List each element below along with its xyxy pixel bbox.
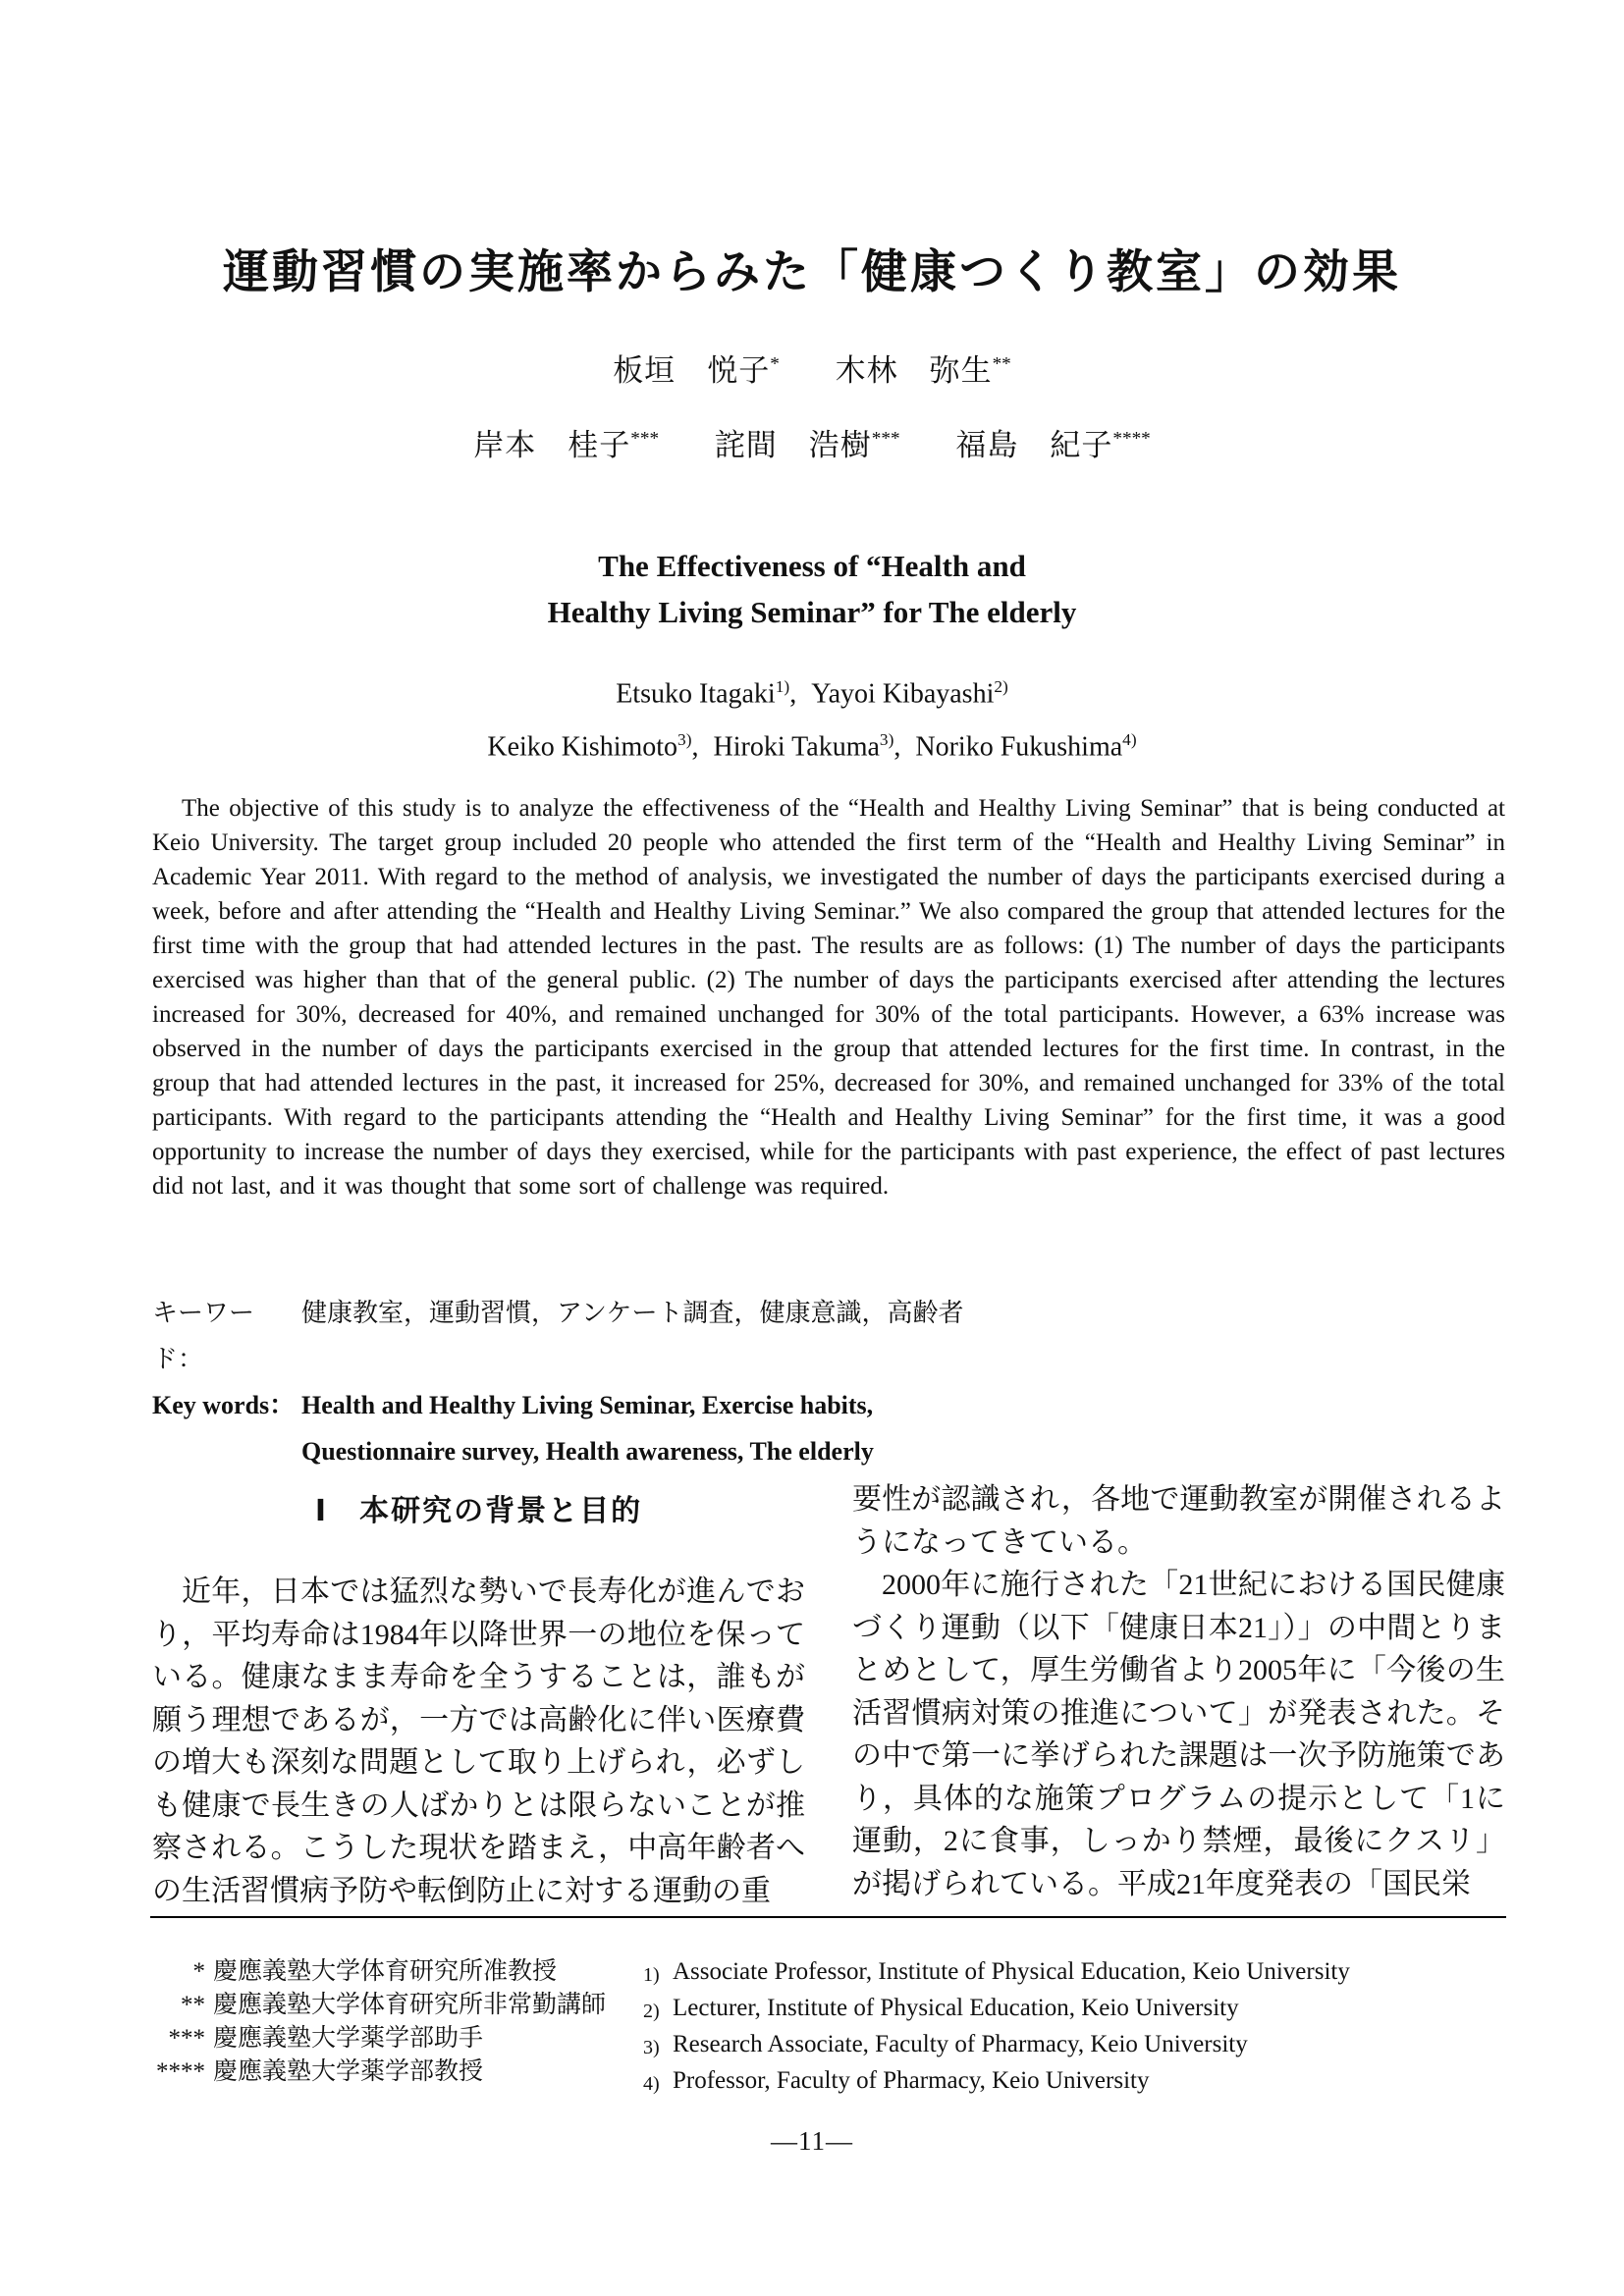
keywords-en-label: Key words： xyxy=(152,1391,296,1419)
keywords-en-row xyxy=(152,1382,1505,1474)
keywords-en-line2: Questionnaire survey, Health awareness, The elderly xyxy=(301,1437,874,1466)
author-note-mark: 1) xyxy=(775,677,790,696)
footnote-text: 慶應義塾大学薬学部教授 xyxy=(213,2058,484,2085)
right-column xyxy=(852,1478,1505,1912)
keywords-en-line1: Health and Healthy Living Seminar, Exercise habits, xyxy=(301,1391,874,1419)
authors-ja-row1 xyxy=(0,346,1624,390)
footnote-mark: **** xyxy=(156,2058,205,2085)
author-ja xyxy=(955,420,1150,464)
author-affiliation-mark: **** xyxy=(1112,428,1151,450)
author-en xyxy=(616,664,796,717)
footnote-mark: * xyxy=(192,1958,205,1985)
footnote-row xyxy=(643,1955,1505,1992)
keywords-block xyxy=(152,1290,1505,1474)
footnote-divider xyxy=(150,1916,1506,1918)
footnote-text: 慶應義塾大学体育研究所非常勤講師 xyxy=(213,1992,607,2018)
author-ja xyxy=(836,346,1011,390)
footnote-mark: ** xyxy=(181,1992,205,2018)
keywords-ja-label: キーワード： xyxy=(152,1299,255,1373)
authors-ja-row2 xyxy=(0,420,1624,464)
authors-en-row2 xyxy=(0,717,1624,770)
title-en-line1: The Effectiveness of “Health and xyxy=(598,549,1026,583)
footnote-mark: *** xyxy=(168,2025,205,2052)
author-affiliation-mark: ** xyxy=(992,353,1011,375)
author-name: Hiroki Takuma xyxy=(713,731,880,763)
author-en xyxy=(714,717,901,770)
authors-english xyxy=(0,664,1624,771)
author-note-mark: 3) xyxy=(879,730,894,750)
footnote-row xyxy=(152,1989,643,2022)
footnote-row xyxy=(643,1992,1505,2028)
footnotes-block xyxy=(152,1955,1505,2101)
author-affiliation-mark: *** xyxy=(871,428,900,450)
author-separator: , xyxy=(789,678,797,710)
author-ja xyxy=(473,420,659,464)
footnote-text: 慶應義塾大学薬学部助手 xyxy=(213,2025,484,2052)
body-paragraph: 近年，日本では猛烈な勢いで長寿化が進んでおり，平均寿命は1984年以降世界一の地位を保っている。健康なまま寿命を全うすることは，誰もが願う理想であるが，一方では高齢化に伴い医療費の増大も深刻な問題として取り上げられ，必ずしも健康で長生きの人ばかりとは限らないことが推察される。こうした現状を踏まえ，中高年齢者への生活習慣病予防や転倒防止に対する運動の重 xyxy=(152,1575,805,1907)
keywords-ja-text: 健康教室，運動習慣，アンケート調査，健康意識，高齢者 xyxy=(301,1299,964,1327)
author-en xyxy=(487,717,698,770)
author-name: Yayoi Kibayashi xyxy=(811,678,995,710)
author-separator: , xyxy=(691,731,699,763)
page-number: —11— xyxy=(771,2126,853,2156)
body-columns xyxy=(152,1478,1505,1912)
title-en-line2: Healthy Living Seminar” for The elderly xyxy=(547,595,1077,629)
author-ja xyxy=(715,420,900,464)
author-note-mark: 3) xyxy=(677,730,692,750)
author-en xyxy=(811,664,1008,717)
footnotes-japanese xyxy=(152,1955,643,2101)
footnotes-english xyxy=(643,1955,1505,2101)
page-title-english xyxy=(0,543,1624,635)
footnote-mark: 3) xyxy=(643,2037,660,2058)
author-name: 木林 弥生 xyxy=(835,353,993,388)
author-affiliation-mark: *** xyxy=(630,428,660,450)
author-note-mark: 4) xyxy=(1122,730,1137,750)
body-paragraph: 2000年に施行された「21世紀における国民健康づくり運動（以下「健康日本21」）」の中間とりまとめとして，厚生労働省より2005年に「今後の生活習慣病対策の推進について」が発表された。その中で第一に挙げられた課題は一次予防施策であり，具体的な施策プログラムの提示として「1に運動，2に食事，しっかり禁煙，最後にクスリ」が掲げられている。平成21年度発表の「国民栄 xyxy=(852,1569,1505,1900)
author-name: Noriko Fukushima xyxy=(915,731,1123,763)
author-note-mark: 2) xyxy=(994,677,1008,696)
author-name: 福島 紀子 xyxy=(955,428,1113,462)
footnote-row xyxy=(643,2028,1505,2064)
author-en xyxy=(915,717,1136,770)
abstract-text: The objective of this study is to analyze the effectiveness of the “Health and Healthy Living Seminar” that is being conducted at Keio University. The target group included 20 people who attended the first term of the “Health and Healthy Living Seminar” in Academic Year 2011. With regard to the method of analysis, we investigated the number of days the participants exercised during a week, before and after attending the “Health and Healthy Living Seminar.” We also compared the group that attended lectures for the first time with the group that had attended lectures in the past. The results are as follows: (1) The number of days the participants exercised was higher than that of the general public. (2) The number of days the participants exercised after attending the lectures increased for 30%, decreased for 40%, and remained unchanged for 30% of the total participants. However, a 63% increase was observed in the number of days the participants exercised in the group that attended lectures for the first time. In contrast, in the group that had attended lectures in the past, it increased for 25%, decreased for 30%, and remained unchanged for 33% of the total participants. With regard to the participants attending the “Health and Healthy Living Seminar” for the first time, it was a good opportunity to increase the number of days they exercised, while for the participants with past experience, the effect of past lectures did not last, and it was thought that some sort of challenge was required. xyxy=(152,795,1505,1200)
author-ja xyxy=(613,346,780,390)
footnote-mark: 4) xyxy=(643,2073,660,2095)
page-title: 運動習慣の実施率からみた「健康つくり教室」の効果 xyxy=(223,247,1401,298)
left-column xyxy=(152,1478,805,1912)
author-affiliation-mark: * xyxy=(770,353,780,375)
author-name: 板垣 悦子 xyxy=(613,353,771,388)
author-separator: , xyxy=(893,731,901,763)
footnote-row xyxy=(152,2022,643,2056)
footnote-text: Lecturer, Institute of Physical Education, Keio University xyxy=(673,1995,1239,2021)
footnote-row xyxy=(643,2064,1505,2101)
authors-en-row1 xyxy=(0,664,1624,717)
footnote-mark: 1) xyxy=(643,1964,660,1986)
body-paragraph: 要性が認識され，各地で運動教室が開催されるようになってきている。 xyxy=(852,1483,1505,1559)
footnote-row xyxy=(152,1955,643,1989)
author-name: Keiko Kishimoto xyxy=(487,731,678,763)
footnote-text: Research Associate, Faculty of Pharmacy, Keio University xyxy=(673,2031,1248,2057)
author-name: 岸本 桂子 xyxy=(473,428,631,462)
footnote-text: Associate Professor, Institute of Physical Education, Keio University xyxy=(673,1958,1350,1985)
footnote-row xyxy=(152,2056,643,2089)
author-name: 詫間 浩樹 xyxy=(714,428,872,462)
footnote-mark: 2) xyxy=(643,2001,660,2022)
author-name: Etsuko Itagaki xyxy=(616,678,776,710)
footnote-text: 慶應義塾大学体育研究所准教授 xyxy=(213,1958,558,1985)
footnote-text: Professor, Faculty of Pharmacy, Keio University xyxy=(673,2067,1150,2094)
keywords-en-text xyxy=(301,1382,874,1474)
keywords-ja-row xyxy=(152,1290,1505,1382)
section-heading: Ⅰ 本研究の背景と目的 xyxy=(314,1495,643,1527)
